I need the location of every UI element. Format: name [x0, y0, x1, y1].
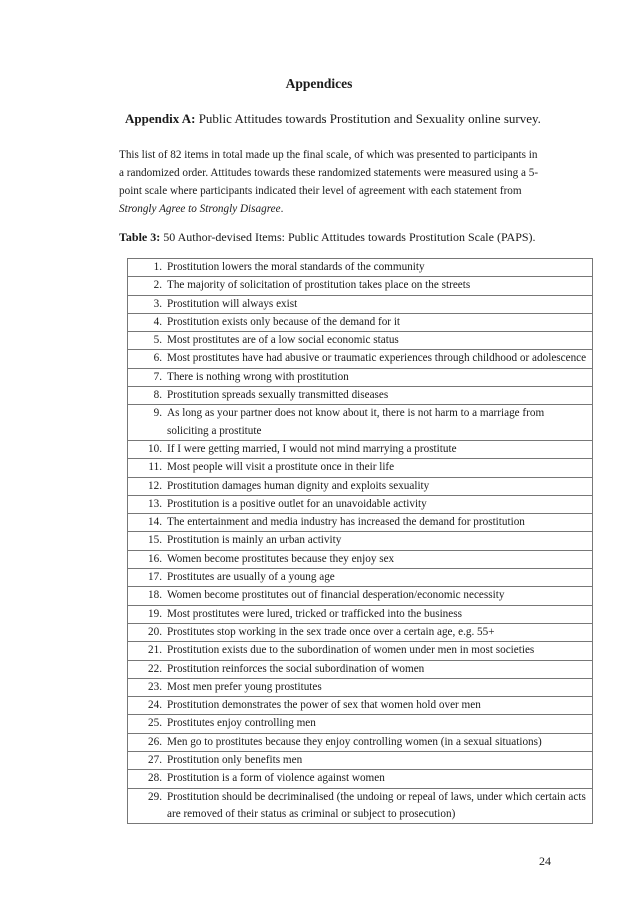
item-cell — [128, 259, 593, 277]
item-cell — [128, 678, 593, 696]
item-number: 5. — [153, 334, 162, 347]
item-number: 25. — [148, 717, 162, 730]
item-cell — [128, 495, 593, 513]
item-text: Men go to prostitutes because they enjoy controlling women (in a sexual situations) — [167, 735, 542, 748]
table-row — [128, 550, 593, 568]
item-cell — [128, 477, 593, 495]
item-number: 4. — [153, 315, 162, 328]
item-cell — [128, 788, 593, 824]
table-row — [128, 642, 593, 660]
item-number: 22. — [148, 662, 162, 675]
table-row — [128, 788, 593, 824]
table-row — [128, 752, 593, 770]
table-caption-label: Table 3: — [119, 230, 161, 244]
item-number: 3. — [153, 297, 162, 310]
page-number: 24 — [539, 854, 551, 868]
item-text: Prostitution spreads sexually transmitted diseases — [167, 389, 389, 402]
table-row — [128, 459, 593, 477]
item-cell — [128, 623, 593, 641]
appendix-label: Appendix A: — [125, 111, 196, 126]
table-row — [128, 405, 593, 441]
item-text: As long as your partner does not know about it, there is not harm to a marriage from soliciting a prostitute — [167, 407, 545, 437]
item-cell — [128, 605, 593, 623]
table-row — [128, 350, 593, 368]
item-cell — [128, 569, 593, 587]
item-cell — [128, 715, 593, 733]
table-row — [128, 623, 593, 641]
item-text: Prostitution lowers the moral standards of the community — [167, 261, 425, 273]
table-row — [128, 733, 593, 751]
item-text: Women become prostitutes out of financial desperation/economic necessity — [167, 589, 505, 602]
item-cell — [128, 660, 593, 678]
item-number: 24. — [148, 699, 162, 712]
table-row — [128, 259, 593, 277]
table-row — [128, 477, 593, 495]
item-number: 8. — [153, 389, 162, 402]
item-cell — [128, 368, 593, 386]
item-number: 17. — [148, 571, 162, 584]
table-caption-text: 50 Author-devised Items: Public Attitudes towards Prostitution Scale (PAPS). — [163, 230, 536, 244]
item-cell — [128, 332, 593, 350]
item-text: Prostitution exists only because of the demand for it — [167, 315, 401, 328]
item-text: Prostitution reinforces the social subordination of women — [167, 662, 425, 675]
item-text: Prostitution demonstrates the power of sex that women hold over men — [167, 699, 481, 712]
item-text: Prostitution is a positive outlet for an unavoidable activity — [167, 497, 427, 510]
item-text: Most prostitutes have had abusive or traumatic experiences through childhood or adolescence — [167, 352, 587, 365]
table-row — [128, 587, 593, 605]
item-text: The entertainment and media industry has increased the demand for prostitution — [167, 516, 525, 529]
item-text: Prostitution exists due to the subordination of women under men in most societies — [167, 644, 535, 657]
item-number: 6. — [153, 352, 162, 365]
item-cell — [128, 440, 593, 458]
intro-end: . — [280, 203, 284, 215]
item-text: Prostitutes stop working in the sex trade once over a certain age, e.g. 55+ — [167, 625, 495, 638]
items-table — [127, 258, 593, 824]
item-text: Prostitutes are usually of a young age — [167, 571, 335, 584]
page-heading: Appendices — [285, 76, 353, 91]
item-number: 29. — [148, 790, 162, 803]
item-number: 9. — [153, 407, 162, 420]
table-row — [128, 715, 593, 733]
item-number: 15. — [148, 534, 162, 547]
item-number: 10. — [148, 442, 162, 455]
item-cell — [128, 642, 593, 660]
item-text: Prostitution is a form of violence against women — [167, 772, 385, 785]
intro-emphasis: Strongly Agree to Strongly Disagree — [119, 203, 281, 215]
item-text: Most men prefer young prostitutes — [167, 680, 322, 693]
item-text: The majority of solicitation of prostitution takes place on the streets — [167, 279, 471, 292]
item-cell — [128, 752, 593, 770]
item-number: 28. — [148, 772, 162, 785]
appendix-title — [125, 111, 541, 127]
table-row — [128, 514, 593, 532]
item-number: 16. — [148, 552, 162, 565]
item-cell — [128, 550, 593, 568]
item-cell — [128, 459, 593, 477]
item-cell — [128, 277, 593, 295]
item-cell — [128, 514, 593, 532]
item-text: If I were getting married, I would not mind marrying a prostitute — [167, 442, 457, 455]
item-cell — [128, 350, 593, 368]
item-number: 19. — [148, 607, 162, 620]
table-row — [128, 678, 593, 696]
table-row — [128, 440, 593, 458]
item-text: Most prostitutes are of a low social economic status — [167, 334, 399, 347]
table-row — [128, 532, 593, 550]
item-text: Prostitution should be decriminalised (the undoing or repeal of laws, under which certain acts are removed of their status as criminal or subject to prosecution) — [167, 790, 586, 820]
table-row — [128, 569, 593, 587]
intro-text: This list of 82 items in total made up the final scale, of which was presented to participants in a randomized order. Attitudes towards these randomized statements were measured using a 5-point scale where participants indicated their level of agreement with each statement from — [119, 149, 539, 197]
item-number: 12. — [148, 479, 162, 492]
item-cell — [128, 387, 593, 405]
item-text: Women become prostitutes because they enjoy sex — [167, 552, 395, 565]
table-row — [128, 277, 593, 295]
table-row — [128, 368, 593, 386]
item-text: Most people will visit a prostitute once in their life — [167, 461, 395, 474]
table-row — [128, 387, 593, 405]
item-cell — [128, 697, 593, 715]
item-cell — [128, 313, 593, 331]
intro-paragraph — [119, 146, 539, 218]
table-row — [128, 605, 593, 623]
item-number: 14. — [148, 516, 162, 529]
table-row — [128, 332, 593, 350]
item-cell — [128, 295, 593, 313]
item-number: 11. — [148, 461, 162, 474]
table-row — [128, 313, 593, 331]
item-cell — [128, 532, 593, 550]
table-row — [128, 660, 593, 678]
item-cell — [128, 405, 593, 441]
item-number: 20. — [148, 625, 162, 638]
item-text: Prostitution damages human dignity and exploits sexuality — [167, 479, 430, 492]
appendix-text: Public Attitudes towards Prostitution and Sexuality online survey. — [198, 111, 541, 126]
item-number: 13. — [148, 497, 162, 510]
item-text: There is nothing wrong with prostitution — [167, 370, 349, 383]
item-number: 23. — [148, 680, 162, 693]
item-number: 18. — [148, 589, 162, 602]
item-cell — [128, 733, 593, 751]
item-cell — [128, 587, 593, 605]
table-row — [128, 295, 593, 313]
table-row — [128, 770, 593, 788]
item-text: Prostitution will always exist — [167, 297, 298, 310]
item-cell — [128, 770, 593, 788]
item-text: Prostitution only benefits men — [167, 754, 303, 767]
item-number: 27. — [148, 754, 162, 767]
table-row — [128, 697, 593, 715]
item-number: 7. — [153, 370, 162, 383]
item-number: 1. — [153, 261, 162, 273]
item-number: 26. — [148, 735, 162, 748]
item-text: Prostitution is mainly an urban activity — [167, 534, 342, 547]
table-row — [128, 495, 593, 513]
item-number: 21. — [148, 644, 162, 657]
item-text: Prostitutes enjoy controlling men — [167, 717, 316, 730]
item-text: Most prostitutes were lured, tricked or trafficked into the business — [167, 607, 462, 620]
item-number: 2. — [153, 279, 162, 292]
table-caption — [119, 230, 536, 245]
